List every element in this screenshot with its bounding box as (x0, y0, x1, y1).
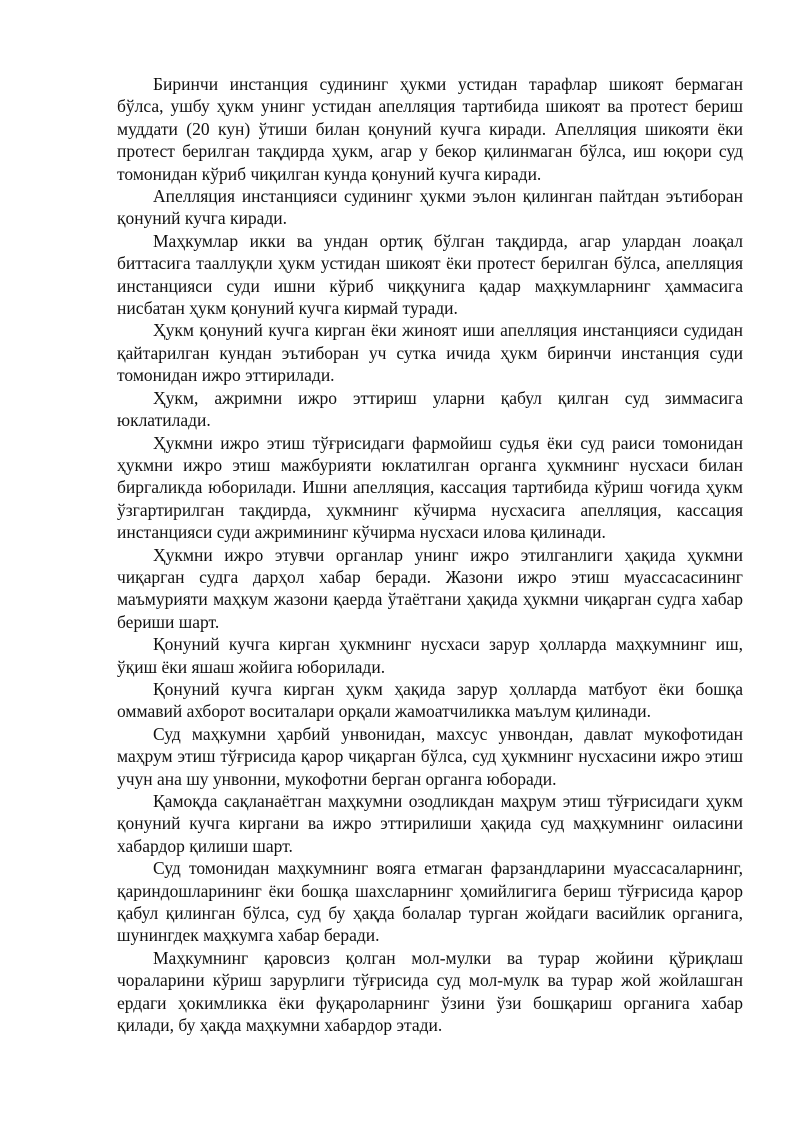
paragraph: Ҳукм қонуний кучга кирган ёки жиноят иши апелляция инстанцияси судидан қайтарилган кундан эътиборан уч сутка ичида ҳукм биринчи инстанция суди томонидан ижро эттирилади. (117, 320, 743, 386)
paragraph: Маҳкумлар икки ва ундан ортиқ бўлган тақдирда, агар улардан лоақал биттасига тааллуқли ҳукм устидан шикоят ёки протест берилган бўлса, апелляция инстанцияси суди ишни кўриб чиққунига қадар маҳкумларнинг ҳаммасига нисбатан ҳукм қонуний кучга кирмай туради. (117, 230, 743, 319)
paragraph: Ҳукм, ажримни ижро эттириш уларни қабул қилган суд зиммасига юклатилади. (117, 387, 743, 431)
paragraph: Биринчи инстанция судининг ҳукми устидан тарафлар шикоят бермаган бўлса, ушбу ҳукм унинг устидан апелляция тартибида шикоят ва протест бериш муддати (20 кун) ўтиши билан қонуний кучга киради. Апелляция шикояти ёки протест берилган тақдирда ҳукм, агар у бекор қилинмаган бўлса, иш юқори суд томонидан кўриб чиқилган кунда қонуний кучга киради. (117, 74, 743, 184)
paragraph: Ҳукмни ижро этувчи органлар унинг ижро этилганлиги ҳақида ҳукмни чиқарган судга дарҳол хабар беради. Жазони ижро этиш муассасасининг маъмурияти маҳкум жазони қаерда ўтаётгани ҳақида ҳукмни чиқарган судга хабар бериши шарт. (117, 544, 743, 632)
paragraph: Қонуний кучга кирган ҳукмнинг нусхаси зарур ҳолларда маҳкумнинг иш, ўқиш ёки яшаш жойига юборилади. (117, 634, 743, 677)
paragraph: Суд томонидан маҳкумнинг вояга етмаган фарзандларини муассасаларнинг, қариндошларининг ёки бошқа шахсларнинг ҳомийлигига бериш тўғрисида қарор қабул қилинган бўлса, суд бу ҳақда болалар турган жойдаги васийлик органига, шунингдек маҳкумга хабар беради. (117, 858, 743, 946)
paragraph: Қонуний кучга кирган ҳукм ҳақида зарур ҳолларда матбуот ёки бошқа оммавий ахборот воситалари орқали жамоатчиликка маълум қилинади. (117, 678, 743, 722)
paragraph: Қамоқда сақланаётган маҳкумни озодликдан маҳрум этиш тўғрисидаги ҳукм қонуний кучга киргани ва ижро эттирилиши ҳақида суд маҳкумнинг оиласини хабардор қилиши шарт. (117, 791, 743, 856)
paragraph: Маҳкумнинг қаровсиз қолган мол-мулки ва турар жойини қўриқлаш чораларини кўриш зарурлиги тўғрисида суд мол-мулк ва турар жой жойлашган ердаги ҳокимликка ёки фуқароларнинг ўзини ўзи бошқариш органига хабар қилади, бу ҳақда маҳкумни хабардор этади. (117, 947, 743, 1036)
paragraph: Ҳукмни ижро этиш тўғрисидаги фармойиш судья ёки суд раиси томонидан ҳукмни ижро этиш мажбурияти юклатилган органга ҳукмнинг нусхаси билан биргаликда юборилади. Ишни апелляция, кассация тартибида кўриш чоғида ҳукм ўзгартирилган тақдирда, ҳукмнинг кўчирма нусхасига апелляция, кассация инстанцияси суди ажримининг кўчирма нусхаси илова қилинади. (117, 432, 743, 543)
paragraph: Суд маҳкумни ҳарбий унвонидан, махсус унвондан, давлат мукофотидан маҳрум этиш тўғрисида қарор чиқарган бўлса, суд ҳукмнинг нусхасини ижро этиш учун ана шу унвонни, мукофотни берган органга юборади. (117, 723, 743, 789)
document-body (117, 73, 743, 1036)
paragraph: Апелляция инстанцияси судининг ҳукми эълон қилинган пайтдан эътиборан қонуний кучга киради. (117, 186, 743, 229)
